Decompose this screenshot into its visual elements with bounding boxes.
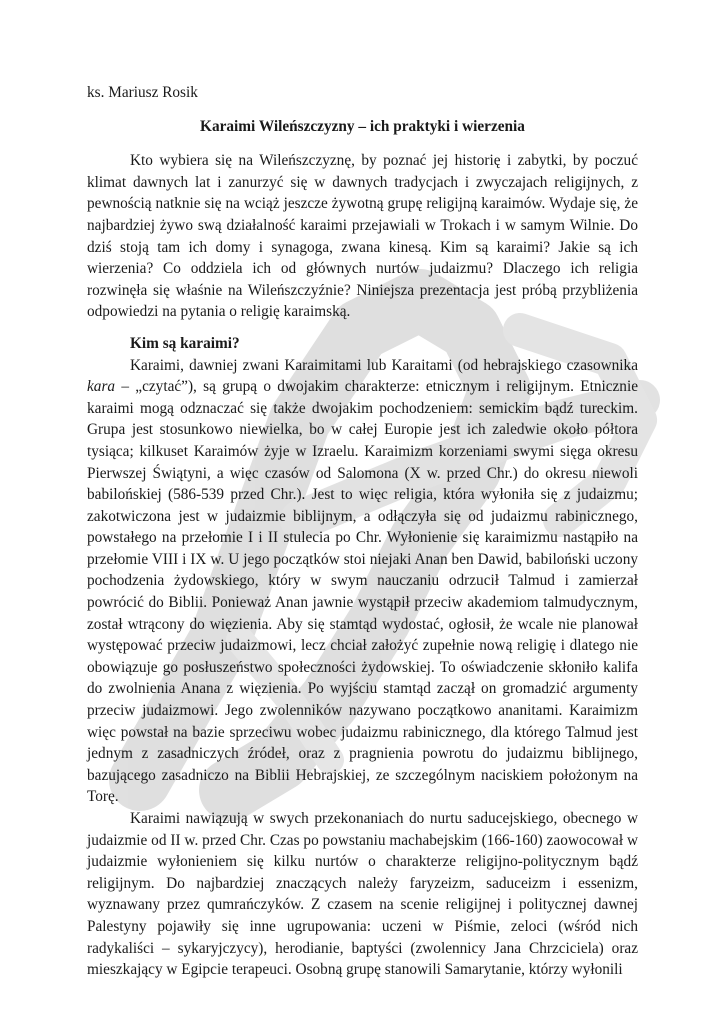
intro-paragraph: Kto wybiera się na Wileńszczyznę, by poznać jej historię i zabytki, by poczuć klimat dawnych lat i zanurzyć się w dawnych tradycjach i zwyczajach religijnych, z pewnością natknie się na wciąż jeszcze żywotną grupę religijną karaimów. Wydaje się, że najbardziej żywo swą działalność karaimi przejawiali w Trokach i w samym Wilnie. Do dziś stoją tam ich domy i synagoga, zwana kinesą. Kim są karaimi? Jakie są ich wierzenia? Co oddziela ich od głównych nurtów judaizmu? Dlaczego ich religia rozwinęła się właśnie na Wileńszczyźnie? Niniejsza prezentacja jest próbą przybliżenia odpowiedzi na pytania o religię karaimską. [87,152,638,321]
document-title: Karaimi Wileńszczyzny – ich praktyki i wierzenia [200,117,525,135]
document-page [87,82,638,981]
section-heading: Kim są karaimi? [130,334,240,352]
section-paragraph-2: Karaimi nawiązują w swych przekonaniach do nurtu saducejskiego, obecnego w judaizmie od II w. przed Chr. Czas po powstaniu machabejskim (166-160) zaowocował w judaizmie wyłonieniem się kilku nurtów o charakterze religijno-politycznym bądź religijnym. Do najbardziej znaczących należy faryzeizm, saduceizm i essenizm, wyznawany przez qumrańczyków. Z czasem na scenie religijnej i politycznej dawnej Palestyny pojawiły się inne ugrupowania: uczeni w Piśmie, zeloci (wśród nich radykaliści – sykaryjczycy), herodianie, baptyści (zwolennicy Jana Chrzciciela) oraz mieszkający w Egipcie terapeuci. Osobną grupę stanowili Samarytanie, którzy wyłonili [87,810,638,979]
section-paragraph-1 [87,355,638,808]
italic-term: kara [87,378,116,396]
paragraph-text: Karaimi, dawniej zwani Karaimitami lub Karaitami (od hebrajskiego czasownika [130,356,638,374]
paragraph-text: – „czytać”), są grupą o dwojakim charakterze: etnicznym i religijnym. Etnicznie karaimi mogą odznaczać się także dwojakim pochodzeniem: semickim bądź tureckim. Grupa jest stosunkowo niewielka, bo w całej Europie jest ich zaledwie około półtora tysiąca; kilkuset Karaimów żyje w Izraelu. Karaimizm korzeniami swymi sięga okresu Pierwszej Świątyni, a więc czasów od Salomona (X w. przed Chr.) do okresu niewoli babilońskiej (586-539 przed Chr.). Jest to więc religia, która wyłoniła się z judaizmu; zakotwiczona jest w judaizmie biblijnym, a odłączyła się od judaizmu rabinicznego, powstałego na przełomie I i II stulecia po Chr. Wyłonienie się karaimizmu nastąpiło na przełomie VIII i IX w. U jego początków stoi niejaki Anan ben Dawid, babiloński uczony pochodzenia żydowskiego, który w swym nauczaniu odrzucił Talmud i zamierzał powrócić do Biblii. Ponieważ Anan jawnie wystąpił przeciw akademiom talmudycznym, został wtrącony do więzienia. Aby się stamtąd wydostać, ogłosił, że wcale nie planował występować przeciw judaizmowi, lecz chciał założyć zupełnie nową religię i dlatego nie obowiązuje go posłuszeństwo społeczności żydowskiej. To oświadczenie skłoniło kalifa do zwolnienia Anana z więzienia. Po wyjściu stamtąd zaczął on gromadzić argumenty przeciw judaizmowi. Jego zwolenników nazywano początkowo ananitami. Karaimizm więc powstał na bazie sprzeciwu wobec judaizmu rabinicznego, dla którego Talmud jest jednym z zasadniczych źródeł, oraz z pragnienia powrotu do judaizmu biblijnego, bazującego zasadniczo na Biblii Hebrajskiej, ze szczególnym naciskiem położonym na Torę. [87,378,638,806]
author-line: ks. Mariusz Rosik [87,84,198,101]
